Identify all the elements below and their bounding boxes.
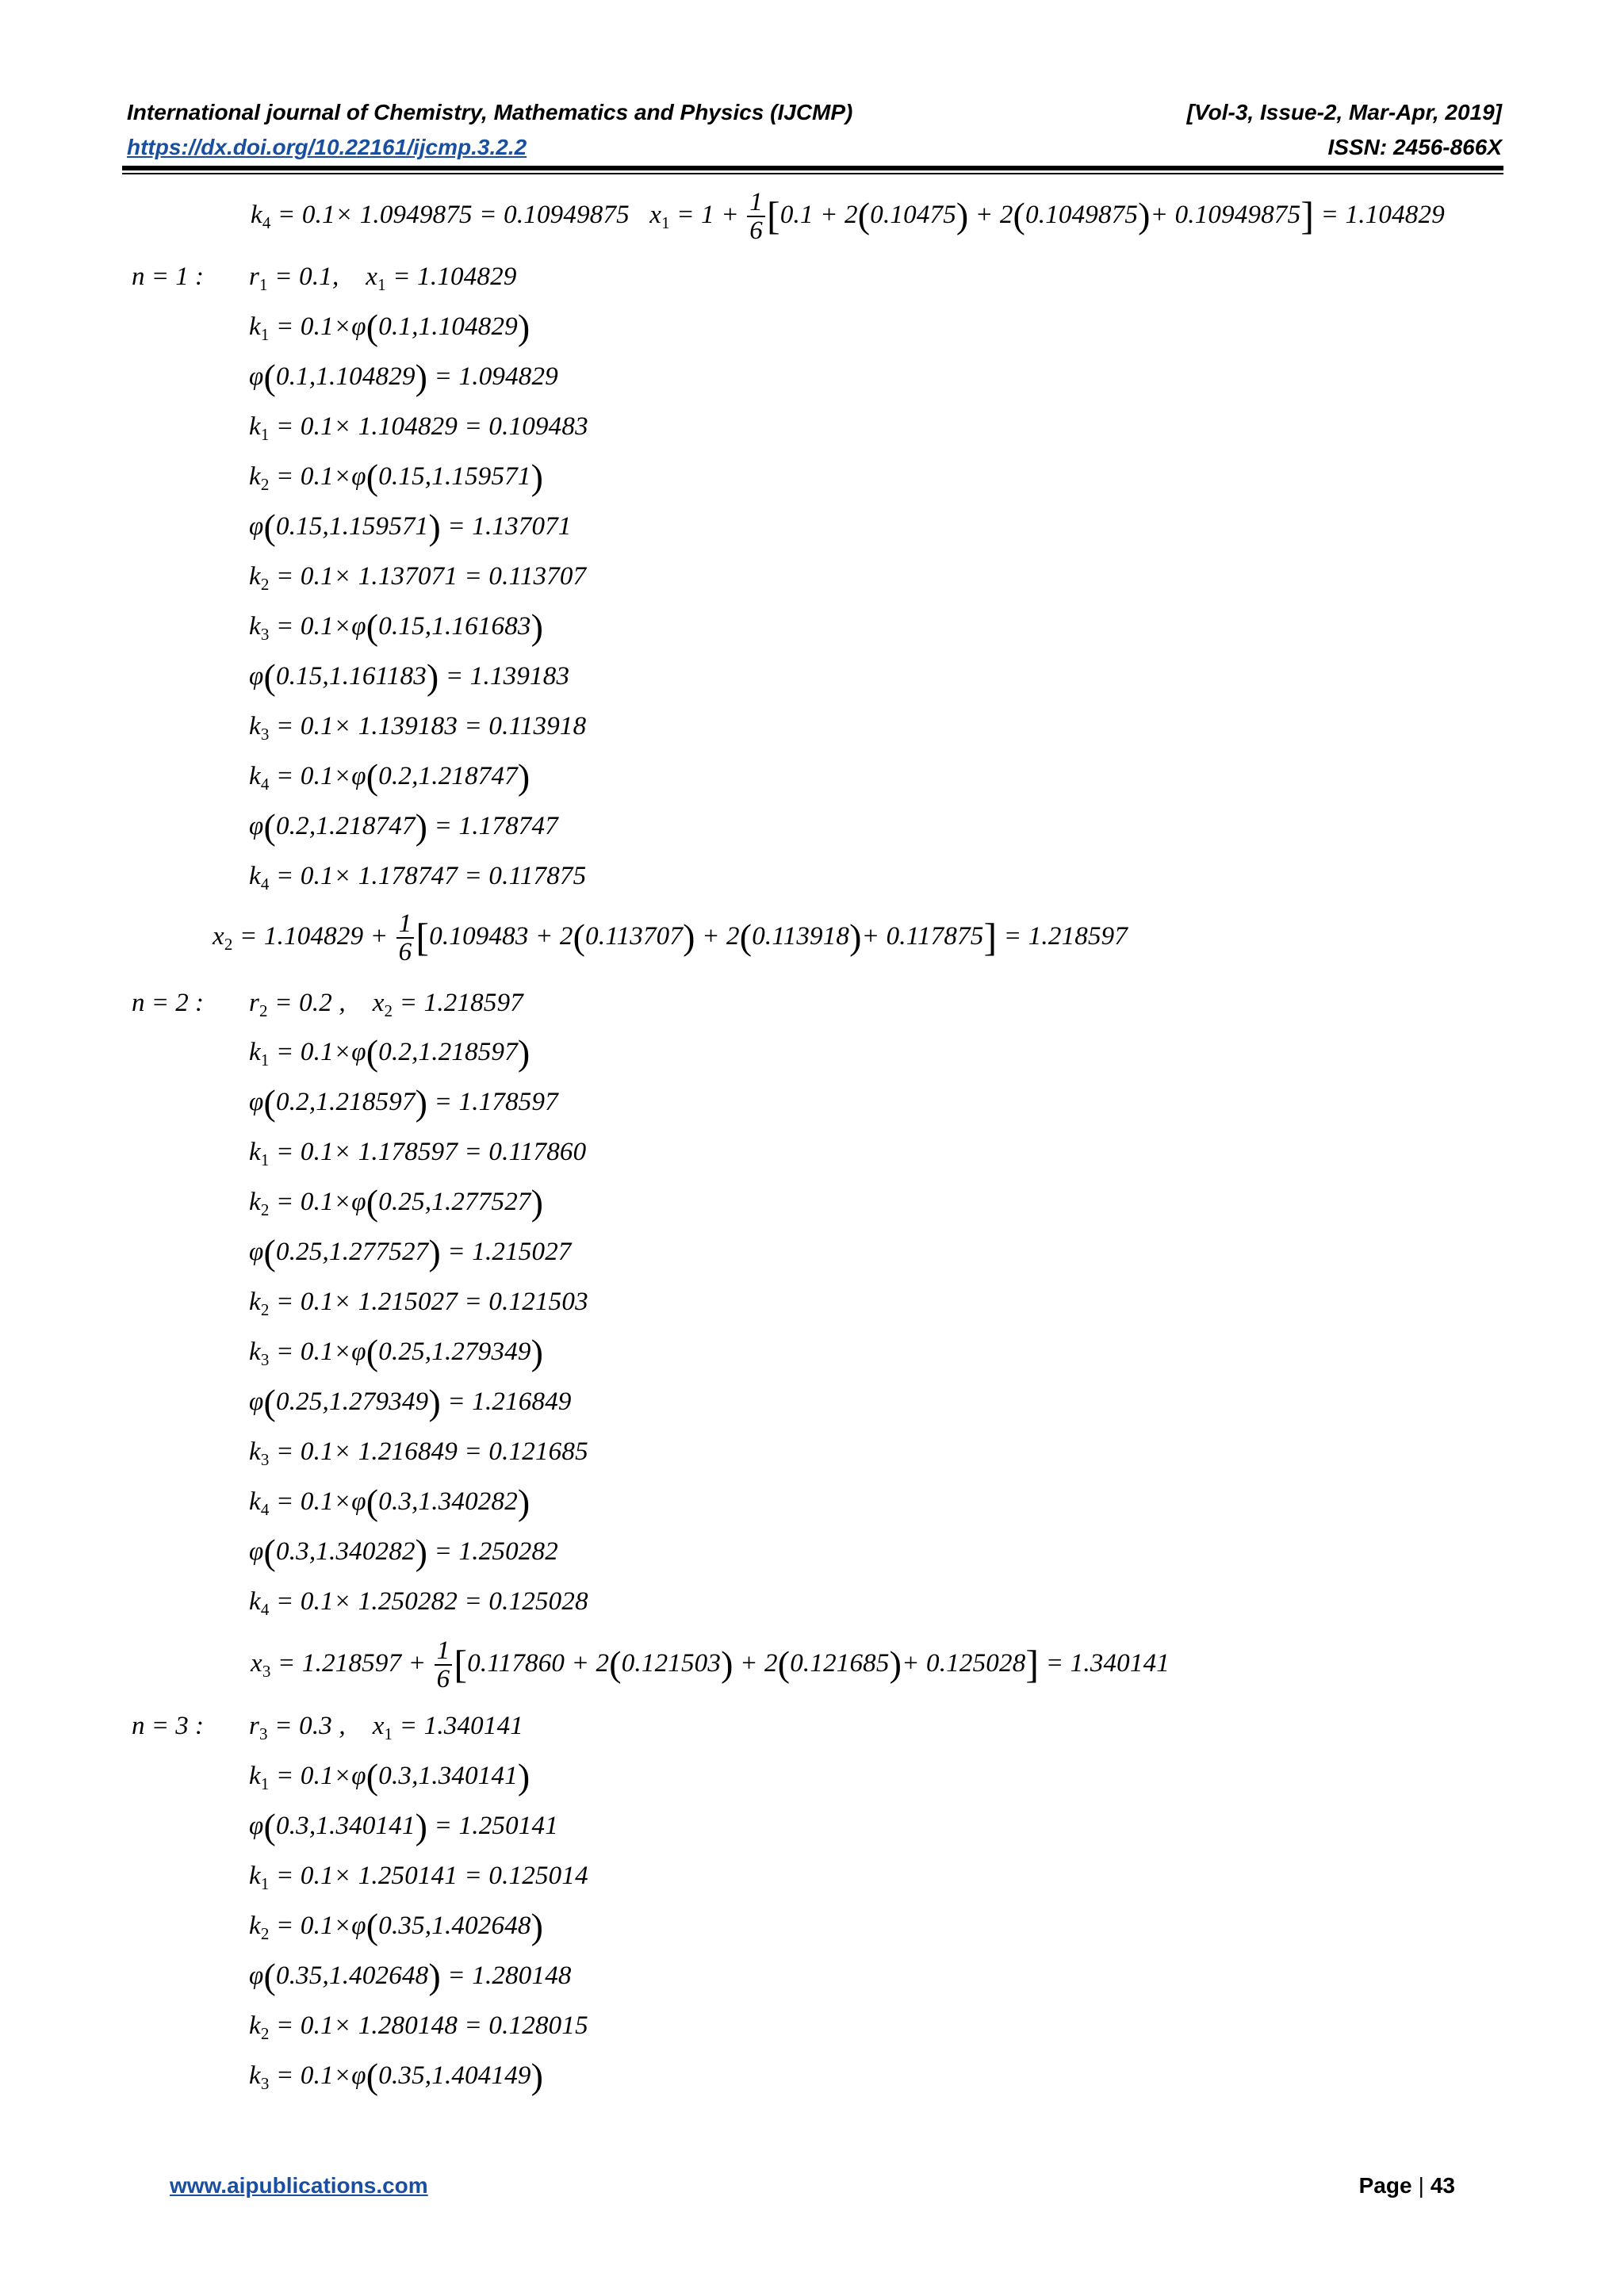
equation-line: φ(0.35,1.402648) = 1.280148 [249,1956,572,1996]
equation-line: φ(0.3,1.340282) = 1.250282 [249,1532,558,1572]
fraction: $\frac{1}{6}$ [396,910,415,966]
equation-line: $k_1 = 0.1\times 1.104829 = 0.109483$ [249,412,588,444]
equation-line: $k_2 = 0.1\times\varphi(0.15,1.159571)$ [249,457,544,497]
equation-line: $k_2 = 0.1\times 1.280148 = 0.128015$ [249,2011,588,2043]
step-label-n1: n = 1 : [132,262,205,291]
equation-line: $k_3 = 0.1\times\varphi(0.35,1.404149)$ [249,2056,544,2096]
equation-line: $k_4 = 0.1\times 1.178747 = 0.117875$ [249,862,587,894]
equation-line: $k_2 = 0.1\times 1.215027 = 0.121503$ [249,1288,588,1319]
page-number: Page | 43 [1358,2173,1455,2198]
doi-link[interactable]: https://dx.doi.org/10.22161/ijcmp.3.2.2 [127,135,527,159]
equation-line: φ(0.2,1.218747) = 1.178747 [249,806,558,847]
equation-line: $k_4 = 0.1\times\varphi(0.2,1.218747)$ [249,756,530,797]
equation-line: φ(0.15,1.159571) = 1.137071 [249,507,572,547]
equation-line: $k_4 = 0.1\times 1.250282 = 0.125028$ [249,1587,588,1619]
page-num-value: 43 [1430,2173,1455,2198]
equation-line: $k_1 = 0.1\times\varphi(0.2,1.218597)$ [249,1032,530,1073]
issn: ISSN: 2456-866X [1327,135,1502,159]
equation-x2: $x_2 = 1.104829$ + $\frac{1}{6}$ [0.109483 + 2(0.113707) + 2(0.113918)+ 0.117875] = 1.218597 [213,909,1128,967]
step-init-n3: $r_3 = 0.3$ , $x_1 = 1.340141$ [249,1712,523,1743]
journal-title: International journal of Chemistry, Mathematics and Physics (IJCMP) [127,100,853,124]
equation-line: $k_2 = 0.1\times 1.137071 = 0.113707$ [249,562,587,594]
equation-line: $k_1 = 0.1\times 1.250141 = 0.125014$ [249,1862,588,1893]
equation-line: φ(0.25,1.279349) = 1.216849 [249,1382,572,1422]
equation-line: $k_2 = 0.1\times\varphi(0.25,1.277527)$ [249,1182,544,1223]
volume-issue: [Vol-3, Issue-2, Mar-Apr, 2019] [1186,100,1502,124]
equation-line: φ(0.15,1.161183) = 1.139183 [249,656,570,697]
page-label: Page [1358,2173,1412,2198]
equation-line: $k_3 = 0.1\times\varphi(0.15,1.161683)$ [249,607,544,647]
equation-line: $k_3 = 0.1\times 1.216849 = 0.121685$ [249,1437,588,1469]
step-init-n1: $r_1 = 0.1$, $x_1 = 1.104829$ [249,262,517,294]
equation-k4-x1: $k_4 = 0.1\times 1.0949875 = 0.10949875$ $x_1 = 1$ + $\frac{1}{6}$ [0.1 + 2(0.10475) + 2(0.1049875)+ 0.10949875] = 1.104829 [251,187,1445,246]
equation-line: φ(0.2,1.218597) = 1.178597 [249,1082,558,1123]
equation-line: φ(0.1,1.104829) = 1.094829 [249,357,558,397]
equation-line: $k_1 = 0.1\times 1.178597 = 0.117860$ [249,1138,587,1169]
footer-website-link[interactable]: www.aipublications.com [170,2173,428,2198]
equation-line: $k_2 = 0.1\times\varphi(0.35,1.402648)$ [249,1906,544,1946]
equation-line: $k_3 = 0.1\times 1.139183 = 0.113918$ [249,712,587,744]
equation-line: $k_3 = 0.1\times\varphi(0.25,1.279349)$ [249,1332,544,1372]
equation-line: $k_4 = 0.1\times\varphi(0.3,1.340282)$ [249,1482,530,1522]
fraction: $\frac{1}{6}$ [747,189,765,245]
step-label-n2: n = 2 : [132,989,205,1017]
equation-line: $k_1 = 0.1\times\varphi(0.1,1.104829)$ [249,307,530,347]
equation-line: φ(0.25,1.277527) = 1.215027 [249,1232,572,1272]
equation-line: φ(0.3,1.340141) = 1.250141 [249,1806,558,1846]
fraction: $\frac{1}{6}$ [435,1637,453,1693]
step-init-n2: $r_2 = 0.2$ , $x_2 = 1.218597$ [249,989,523,1020]
step-label-n3: n = 3 : [132,1712,205,1740]
equation-line: $k_1 = 0.1\times\varphi(0.3,1.340141)$ [249,1756,530,1797]
equation-x3: $x_3 = 1.218597$ + $\frac{1}{6}$ [0.117860 + 2(0.121503) + 2(0.121685)+ 0.125028] = 1.340141 [251,1636,1170,1694]
